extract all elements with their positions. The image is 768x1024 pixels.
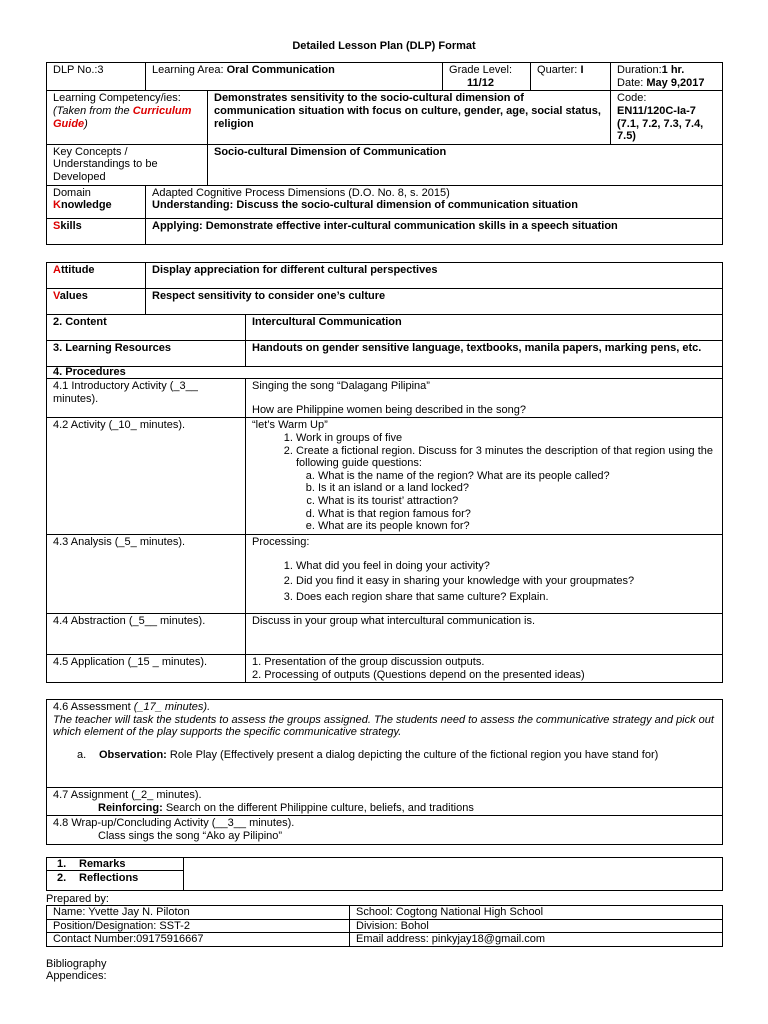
assessment-cell: 4.6 Assessment (_17_ minutes). The teacher will task the students to assess the groups assigned. The students need to assess the communicative strategy and pick out which element of the play supports the specific communicative strategy. a. Observation: Role Play (Effectively present a dialog depicting the culture of the fictional region you have stand for) <box>47 700 723 788</box>
competency-text: Demonstrates sensitivity to the socio-cultural dimension of communication situation with focus on culture, gender, age, social status, religion <box>208 91 611 145</box>
guide-question: c. What is its tourist’ attraction? <box>318 495 716 508</box>
main-table <box>46 262 723 683</box>
key-concepts-label: Key Concepts / Understandings to be Developed <box>47 144 208 185</box>
resources-label: 3. Learning Resources <box>47 341 246 367</box>
content-label: 2. Content <box>47 315 246 341</box>
intro-label: 4.1 Introductory Activity (_3__ minutes). <box>47 379 246 418</box>
wrapup-cell: 4.8 Wrap-up/Concluding Activity (__3__ minutes). Class sings the song “Ako ay Pilipino” <box>47 816 723 844</box>
header-table <box>46 62 723 219</box>
content-text: Intercultural Communication <box>246 315 723 341</box>
preparer-name: Name: Yvette Jay N. Piloton <box>47 906 350 920</box>
preparer-division: Division: Bohol <box>350 919 723 933</box>
abstraction-text: Discuss in your group what intercultural communication is. <box>246 614 723 655</box>
analysis-item: 1. What did you feel in doing your activity? <box>296 560 716 573</box>
analysis-label: 4.3 Analysis (_5_ minutes). <box>47 535 246 614</box>
domain-cell: Domain Knowledge <box>47 185 146 218</box>
remarks-table <box>46 857 723 891</box>
analysis-item: 3. Does each region share that same culture? Explain. <box>296 591 716 604</box>
key-concepts-text: Socio-cultural Dimension of Communication <box>208 144 723 185</box>
attitude-label: Attitude <box>47 263 146 289</box>
prepared-table <box>46 905 723 947</box>
abstraction-label: 4.4 Abstraction (_5__ minutes). <box>47 614 246 655</box>
competency-label: Learning Competency/ies: (Taken from the Curriculum Guide) <box>47 91 208 145</box>
preparer-email: Email address: pinkyjay18@gmail.com <box>350 933 723 947</box>
preparer-school: School: Cogtong National High School <box>350 906 723 920</box>
guide-question: a. What is the name of the region? What are its people called? <box>318 470 716 483</box>
remarks-label: 1. Remarks <box>47 858 184 871</box>
appendices-label: Appendices: <box>46 970 107 982</box>
assignment-cell: 4.7 Assignment (_2_ minutes). Reinforcing: Search on the different Philippine culture, beliefs, and traditions <box>47 788 723 816</box>
resources-text: Handouts on gender sensitive language, textbooks, manila papers, marking pens, etc. <box>246 341 723 367</box>
analysis-text: Processing: 1. What did you feel in doing your activity? 2. Did you find it easy in sharing your knowledge with your groupmates? 3. Does each region share that same culture? Explain. <box>246 535 723 614</box>
skills-label: Skills <box>47 219 146 245</box>
values-text: Respect sensitivity to consider one’s culture <box>146 289 723 315</box>
duration-date: Duration:1 hr. Date: May 9,2017 <box>611 63 723 91</box>
domain-text: Adapted Cognitive Process Dimensions (D.O. No. 8, s. 2015) Understanding: Discuss the socio-cultural dimension of communication situation <box>146 185 723 218</box>
prepared-by-label: Prepared by: <box>46 893 109 905</box>
preparer-contact: Contact Number:09175916667 <box>47 933 350 947</box>
quarter: Quarter: I <box>531 63 611 91</box>
application-text: 1. Presentation of the group discussion outputs. 2. Processing of outputs (Questions depend on the presented ideas) <box>246 655 723 683</box>
analysis-item: 2. Did you find it easy in sharing your knowledge with your groupmates? <box>296 575 716 588</box>
guide-question: d. What is that region famous for? <box>318 508 716 521</box>
activity-label: 4.2 Activity (_10_ minutes). <box>47 418 246 535</box>
skills-text: Applying: Demonstrate effective inter-cultural communication skills in a speech situation <box>146 219 723 245</box>
assessment-table <box>46 699 723 845</box>
skills-table <box>46 218 723 245</box>
reflections-label: 2. Reflections <box>47 871 184 891</box>
remarks-value <box>184 858 723 891</box>
page-title: Detailed Lesson Plan (DLP) Format <box>292 40 476 52</box>
activity-item: 2. Create a fictional region. Discuss for 3 minutes the description of that region using the following guide questions: a. What is the name of the region? What are its people called? b. Is it an island or a land locked? c. What is its tourist’ attraction? d. What is that region famous for? e. What are its people known for? <box>296 445 716 533</box>
intro-text: Singing the song “Dalagang Pilipina” How are Philippine women being described in the song? <box>246 379 723 418</box>
activity-text: “let’s Warm Up” 1. Work in groups of five 2. Create a fictional region. Discuss for 3 minutes the description of that region using the following guide questions: a. What is the name of the region? What are its people called? b. Is it an island or a land locked? c. What is its tourist’ attraction? d. What is that region famous for? e. What are its people known for? <box>246 418 723 535</box>
dlp-number: DLP No.:3 <box>47 63 146 91</box>
grade-level: Grade Level: 11/12 <box>443 63 531 91</box>
values-label: Values <box>47 289 146 315</box>
code-cell: Code: EN11/120C-Ia-7 (7.1, 7.2, 7.3, 7.4, 7.5) <box>611 91 723 145</box>
attitude-text: Display appreciation for different cultural perspectives <box>146 263 723 289</box>
application-label: 4.5 Application (_15 _ minutes). <box>47 655 246 683</box>
learning-area: Learning Area: Oral Communication <box>146 63 443 91</box>
preparer-position: Position/Designation: SST-2 <box>47 919 350 933</box>
guide-question: b. Is it an island or a land locked? <box>318 482 716 495</box>
activity-item: 1. Work in groups of five <box>296 432 716 445</box>
procedures-label: 4. Procedures <box>47 367 723 379</box>
guide-question: e. What are its people known for? <box>318 520 716 533</box>
bibliography-label: Bibliography <box>46 958 107 970</box>
